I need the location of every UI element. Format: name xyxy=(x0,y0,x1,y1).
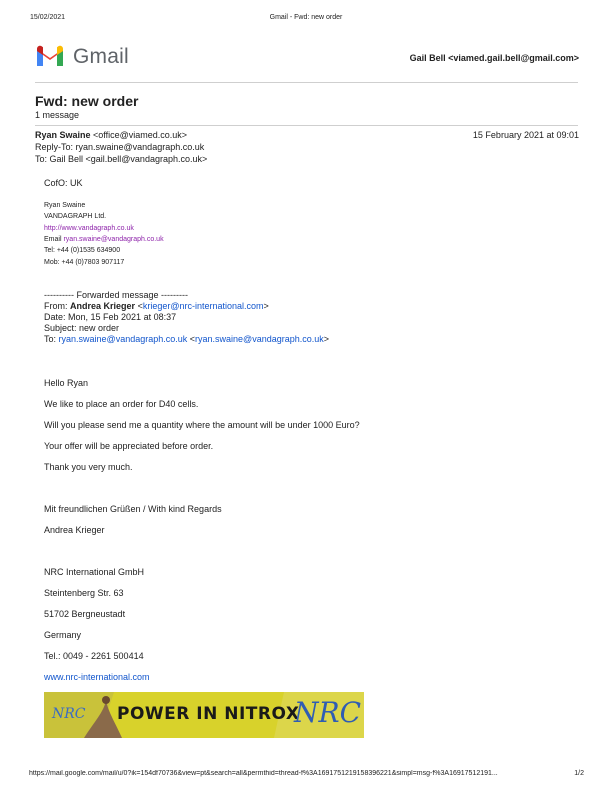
body-line: Your offer will be appreciated before order. xyxy=(44,441,214,451)
thread-subject: Fwd: new order xyxy=(35,93,139,109)
gmail-logo-text: Gmail xyxy=(73,45,129,68)
body-line: Will you please send me a quantity where the amount will be under 1000 Euro? xyxy=(44,420,360,430)
company-website-link[interactable]: www.nrc-international.com xyxy=(44,672,150,682)
signature-email-link[interactable]: ryan.swaine@vandagraph.co.uk xyxy=(63,236,164,243)
signature-tel: Tel: +44 (0)1535 634900 xyxy=(44,247,121,254)
sender-email: <office@viamed.co.uk> xyxy=(93,130,188,140)
print-page-title: Gmail - Fwd: new order xyxy=(269,14,343,21)
forwarded-to: To: ryan.swaine@vandagraph.co.uk <ryan.swaine@vandagraph.co.uk> xyxy=(44,334,330,344)
forwarded-subject: Subject: new order xyxy=(44,323,120,333)
forwarded-to-email-link-2[interactable]: ryan.swaine@vandagraph.co.uk xyxy=(195,334,324,344)
forwarded-from-name: Andrea Krieger xyxy=(70,301,136,311)
company-city: 51702 Bergneustadt xyxy=(44,609,126,619)
body-line: We like to place an order for D40 cells. xyxy=(44,399,199,409)
body-line: Thank you very much. xyxy=(44,462,133,472)
signature-email-row xyxy=(44,234,164,246)
print-date: 15/02/2021 xyxy=(30,14,66,21)
company-name: NRC International GmbH xyxy=(44,567,145,577)
banner-right-logo: NRC xyxy=(294,696,362,729)
forwarded-date: Date: Mon, 15 Feb 2021 at 08:37 xyxy=(44,312,177,322)
banner-left-logo: NRC xyxy=(52,706,86,722)
forwarded-divider: ---------- Forwarded message --------- xyxy=(44,290,188,300)
print-footer-page: 1/2 xyxy=(574,770,584,777)
signature-email-label: Email xyxy=(44,236,62,243)
company-street: Steintenberg Str. 63 xyxy=(44,588,124,598)
forwarded-from: From: Andrea Krieger <krieger@nrc-international.com> xyxy=(44,301,269,311)
regards-line: Mit freundlichen Grüßen / With kind Regards xyxy=(44,504,222,514)
banner-slogan: POWER IN NITROX xyxy=(117,704,300,724)
signature-name: Ryan Swaine xyxy=(44,202,86,209)
message-count: 1 message xyxy=(35,110,80,120)
company-country: Germany xyxy=(44,630,82,640)
subject-divider xyxy=(35,125,578,126)
forwarded-from-label: From: xyxy=(44,301,68,311)
signature-mob: Mob: +44 (0)7803 907117 xyxy=(44,259,125,266)
nrc-banner xyxy=(44,692,364,738)
message-from xyxy=(35,130,187,141)
print-footer-url: https://mail.google.com/mail/u/0?ik=154df70736&view=pt&search=all&permthid=thread-f%3A1691751219158396221&simpl=msg-f%3A16917512191... xyxy=(29,770,498,777)
forwarded-to-label: To: xyxy=(44,334,57,344)
body-line: Hello Ryan xyxy=(44,378,89,388)
account-label: Gail Bell <viamed.gail.bell@gmail.com> xyxy=(409,53,579,63)
company-tel: Tel.: 0049 - 2261 500414 xyxy=(44,651,144,661)
sender-name: Ryan Swaine xyxy=(35,130,91,140)
signature-website-link[interactable]: http://www.vandagraph.co.uk xyxy=(44,225,134,232)
sender-signature-name: Andrea Krieger xyxy=(44,525,105,535)
header-divider xyxy=(35,82,578,83)
forwarded-to-email-link[interactable]: ryan.swaine@vandagraph.co.uk xyxy=(58,334,188,344)
gmail-logo-icon xyxy=(35,44,65,67)
to-line: To: Gail Bell <gail.bell@vandagraph.co.uk> xyxy=(35,154,208,164)
reply-to: Reply-To: ryan.swaine@vandagraph.co.uk xyxy=(35,142,205,152)
cofo-line: CofO: UK xyxy=(44,178,83,188)
signature-company: VANDAGRAPH Ltd. xyxy=(44,213,107,220)
forwarded-from-email-link[interactable]: krieger@nrc-international.com xyxy=(142,301,264,311)
message-date: 15 February 2021 at 09:01 xyxy=(472,130,579,140)
